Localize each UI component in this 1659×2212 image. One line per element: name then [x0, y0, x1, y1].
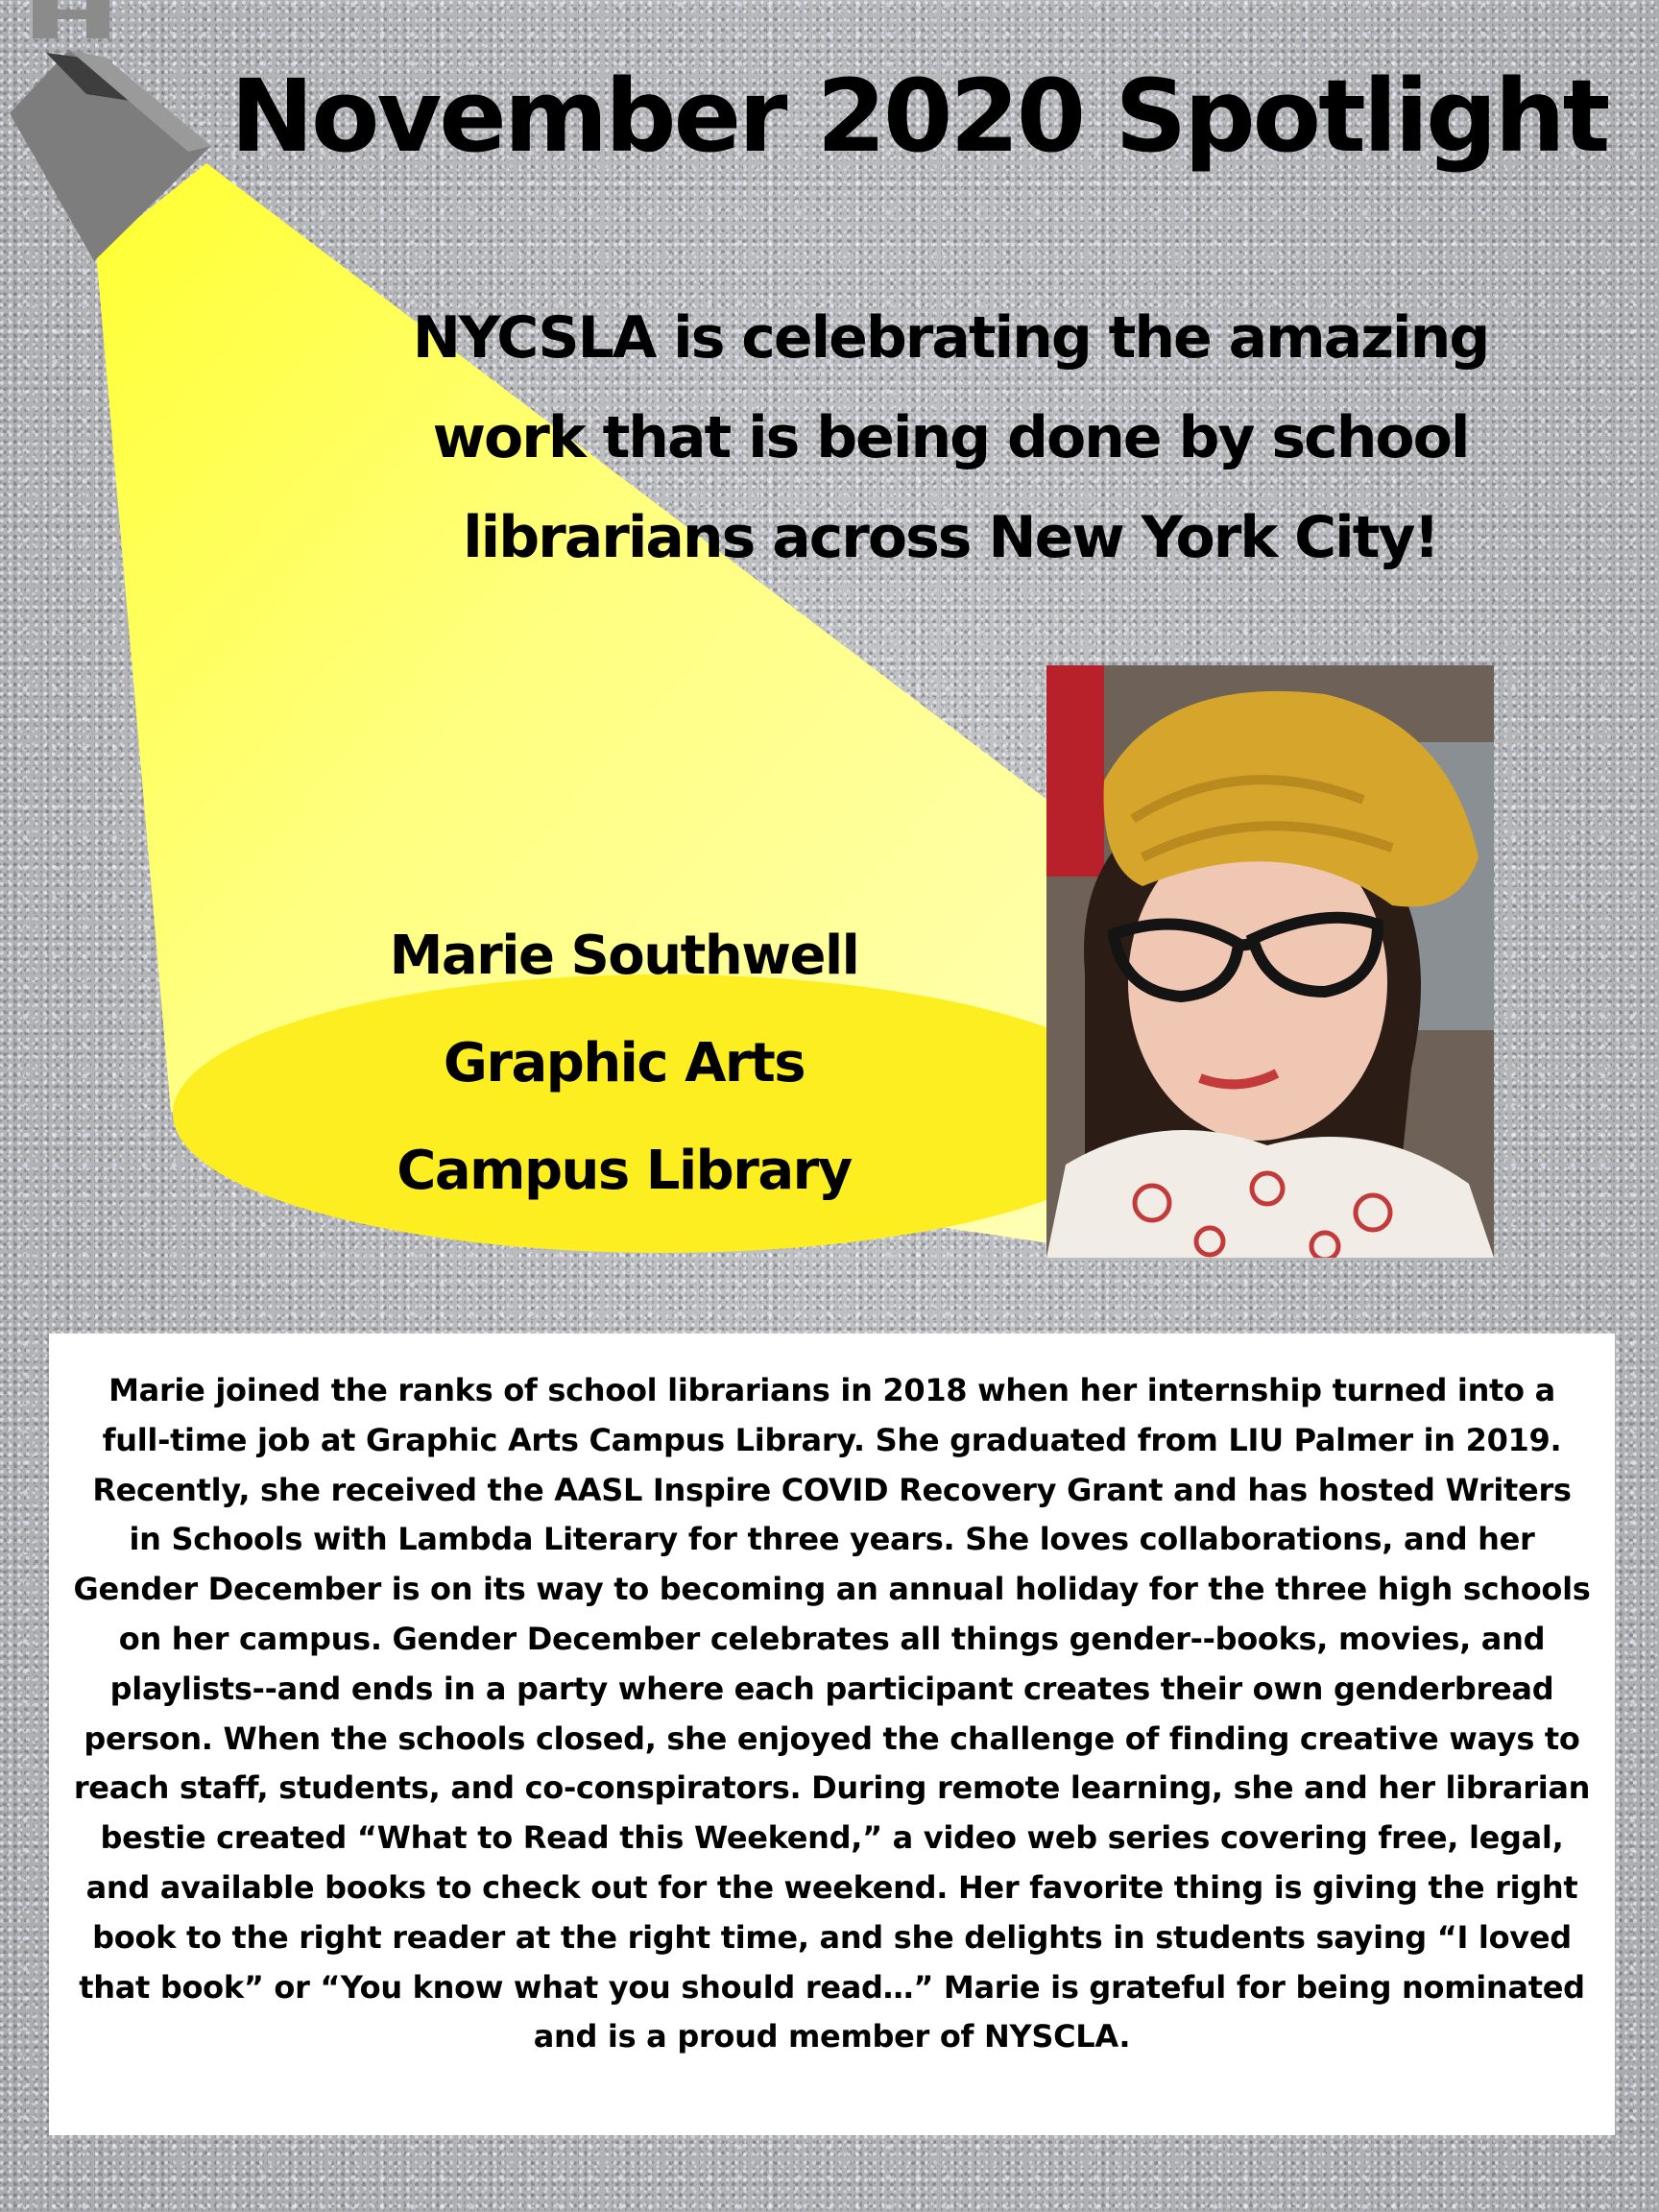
- honoree-library-line2: Campus Library: [397, 1140, 852, 1202]
- bio-text: Marie joined the ranks of school librarians in 2018 when her internship turned into a full-time job at Graphic Arts Campus Library. She graduated from LIU Palmer in 2019. Recently, she received the AASL Inspire COVID Recovery Grant and has hosted Writers in Schools with Lambda Literary for three years. She loves collaborations, and her Gender December is on its way to becoming an annual holiday for the three high schools on her campus. Gender December celebrates all things gender--books, movies, and playlists--and ends in a party where each participant creates their own genderbread person. When the schools closed, she enjoyed the challenge of finding creative ways to reach staff, students, and co-conspirators. During remote learning, she and her librarian bestie created “What to Read this Weekend,” a video web series covering free, legal, and available books to check out for the weekend. Her favorite thing is giving the right book to the right reader at the right time, and she delights in students saying “I loved that book” or “You know what you should read…” Marie is grateful for being nominated and is a proud member of NYSCLA.: [73, 1372, 1591, 2056]
- tagline-line: work that is being done by school: [432, 404, 1469, 471]
- tagline-line: NYCSLA is celebrating the amazing: [412, 304, 1489, 372]
- honoree-name-block: [317, 902, 931, 1225]
- honoree-library-line1: Graphic Arts: [443, 1032, 805, 1094]
- portrait-illustration: [1046, 665, 1494, 1258]
- page-title: November 2020 Spotlight: [230, 58, 1608, 175]
- honoree-name: Marie Southwell: [389, 925, 859, 987]
- honoree-photo: [1046, 665, 1494, 1258]
- tagline: [326, 288, 1575, 588]
- bio-card: [49, 1334, 1615, 2135]
- tagline-line: librarians across New York City!: [463, 504, 1438, 571]
